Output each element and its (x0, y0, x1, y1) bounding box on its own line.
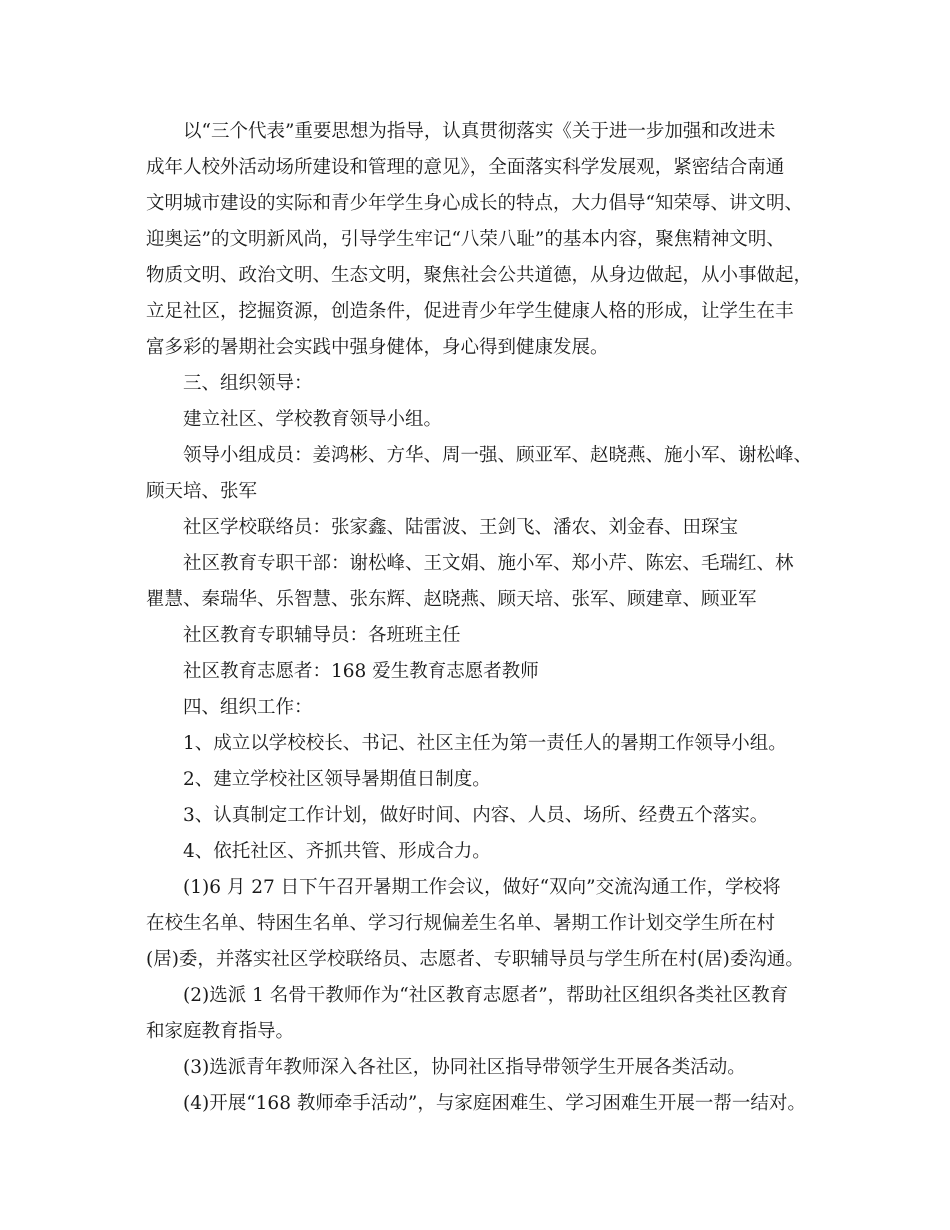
paragraph-line: 社区教育专职辅导员：各班班主任 (183, 625, 461, 646)
paragraph-line: 成年人校外活动场所建设和管理的意见》，全面落实科学发展观，紧密结合南通 (146, 157, 785, 178)
section-heading: 四、组织工作： (183, 697, 313, 718)
paragraph-line: 社区教育志愿者：168 爱生教育志愿者教师 (183, 661, 539, 682)
paragraph-line: 以“三个代表”重要思想为指导，认真贯彻落实《关于进一步加强和改进未 (183, 121, 776, 142)
paragraph-line: 物质文明、政治文明、生态文明，聚焦社会公共道德，从身边做起，从小事做起， (146, 265, 813, 286)
sub-list-item: (1)6 月 27 日下午召开暑期工作会议，做好“双向”交流沟通工作，学校将 (183, 877, 781, 898)
document-body (146, 114, 822, 1122)
sub-list-item: (4)开展“168 教师牵手活动”，与家庭困难生、学习困难生开展一帮一结对。 (183, 1093, 806, 1114)
paragraph-line: 社区教育专职干部：谢松峰、王文娟、施小军、郑小芹、陈宏、毛瑞红、林 (183, 553, 794, 574)
section-heading: 三、组织领导： (183, 373, 313, 394)
paragraph-line: 在校生名单、特困生名单、学习行规偏差生名单、暑期工作计划交学生所在村 (146, 913, 776, 934)
paragraph-line: 文明城市建设的实际和青少年学生身心成长的特点，大力倡导“知荣辱、讲文明、 (146, 193, 803, 214)
list-item: 2、建立学校社区领导暑期值日制度。 (183, 769, 491, 790)
sub-list-item: (2)选派 1 名骨干教师作为“社区教育志愿者”，帮助社区组织各类社区教育 (183, 985, 789, 1006)
paragraph-line: (居)委，并落实社区学校联络员、志愿者、专职辅导员与学生所在村(居)委沟通。 (146, 949, 804, 970)
paragraph-line: 和家庭教育指导。 (146, 1021, 295, 1042)
paragraph-line: 顾天培、张军 (146, 481, 258, 502)
paragraph-line: 建立社区、学校教育领导小组。 (183, 409, 443, 430)
paragraph-line: 富多彩的暑期社会实践中强身健体，身心得到健康发展。 (146, 337, 609, 358)
sub-list-item: (3)选派青年教师深入各社区，协同社区指导带领学生开展各类活动。 (183, 1057, 746, 1078)
list-item: 3、认真制定工作计划，做好时间、内容、人员、场所、经费五个落实。 (183, 805, 769, 826)
paragraph-line: 领导小组成员：姜鸿彬、方华、周一强、顾亚军、赵晓燕、施小军、谢松峰、 (183, 445, 813, 466)
paragraph-line: 社区学校联络员：张家鑫、陆雷波、王剑飞、潘农、刘金春、田琛宝 (183, 517, 739, 538)
paragraph-line: 立足社区，挖掘资源，创造条件，促进青少年学生健康人格的形成，让学生在丰 (146, 301, 794, 322)
paragraph-line: 瞿慧、秦瑞华、乐智慧、张东辉、赵晓燕、顾天培、张军、顾建章、顾亚军 (146, 589, 757, 610)
paragraph-line: 迎奥运”的文明新风尚，引导学生牢记“八荣八耻”的基本内容，聚焦精神文明、 (146, 229, 785, 250)
list-item: 4、依托社区、齐抓共管、形成合力。 (183, 841, 491, 862)
list-item: 1、成立以学校校长、书记、社区主任为第一责任人的暑期工作领导小组。 (183, 733, 787, 754)
